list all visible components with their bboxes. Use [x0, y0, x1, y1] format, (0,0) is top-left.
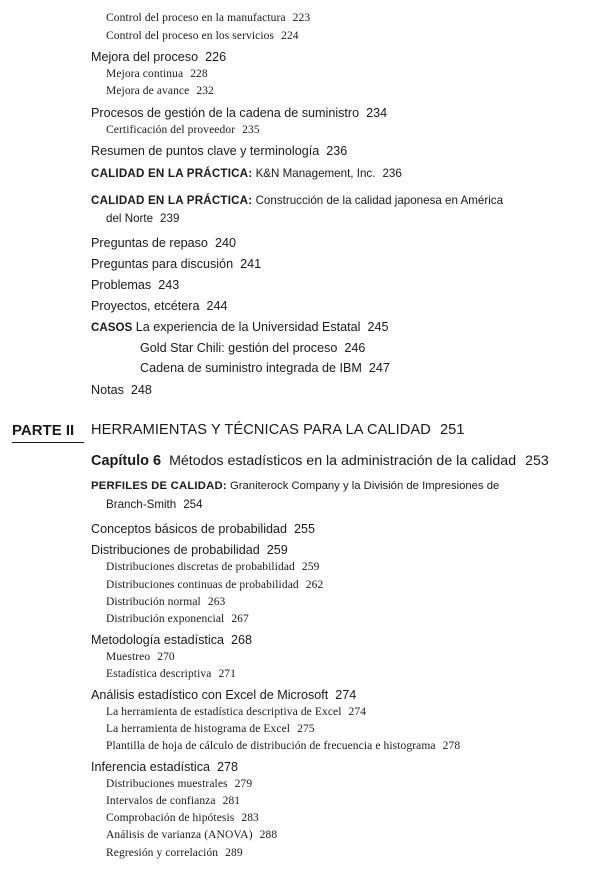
toc-feature-continued	[106, 499, 203, 511]
toc-entry-title: Plantilla de hoja de cálculo de distribución de frecuencia e histograma	[106, 740, 436, 752]
toc-section-page: 243	[158, 278, 180, 292]
toc-feature-title: Graniterock Company y la División de Impresiones de	[229, 480, 500, 492]
toc-feature-page: 236	[382, 167, 402, 180]
toc-case-title: Cadena de suministro integrada de IBM	[140, 361, 362, 375]
toc-entry	[106, 652, 175, 664]
toc-entry-page: 288	[259, 829, 278, 841]
toc-entry-title: Comprobación de hipótesis	[106, 812, 235, 824]
toc-section-title: Problemas	[91, 278, 152, 292]
toc-section	[91, 634, 252, 647]
toc-entry-page: 279	[234, 778, 253, 790]
toc-entry-title: Distribución normal	[106, 596, 201, 608]
toc-entry-title: Regresión y correlación	[106, 847, 219, 859]
toc-entry-page: 263	[207, 596, 226, 608]
toc-entry-page: 228	[190, 68, 208, 80]
toc-section-title: Mejora del proceso	[91, 50, 199, 64]
toc-case	[140, 362, 390, 375]
chapter-title: Métodos estadísticos en la administración de la calidad	[169, 453, 517, 469]
toc-section-page: 234	[366, 106, 388, 120]
toc-entry-page: 281	[222, 795, 241, 807]
toc-entry-title: Distribuciones continuas de probabilidad	[106, 579, 299, 591]
toc-entry-page: 232	[196, 85, 214, 97]
toc-section-page: 236	[326, 144, 348, 158]
toc-section	[91, 384, 152, 397]
toc-entry	[106, 31, 299, 43]
part-label: PARTE II	[12, 422, 75, 439]
toc-entry	[106, 779, 252, 791]
toc-entry	[106, 707, 366, 719]
toc-entry	[106, 125, 260, 137]
toc-entry-title: Intervalos de confianza	[106, 795, 216, 807]
toc-section	[91, 51, 226, 64]
toc-entry	[106, 796, 240, 808]
toc-case	[140, 342, 365, 355]
toc-entry-page: 275	[297, 723, 315, 735]
toc-entry-page: 262	[305, 579, 324, 591]
part-title: HERRAMIENTAS Y TÉCNICAS PARA LA CALIDAD	[91, 422, 431, 438]
toc-entry-page: 271	[218, 668, 237, 680]
toc-section-page: 274	[335, 688, 357, 702]
part-page: 251	[439, 422, 465, 438]
toc-section	[91, 258, 261, 271]
toc-section-page: 244	[206, 299, 228, 313]
toc-entry-page: 259	[301, 561, 320, 573]
toc-feature-page: 254	[183, 498, 203, 511]
chapter-number: Capítulo 6	[91, 453, 162, 469]
toc-feature-label: CALIDAD EN LA PRÁCTICA:	[91, 167, 253, 180]
toc-section-title: Resumen de puntos clave y terminología	[91, 144, 320, 158]
toc-entry-page: 267	[231, 613, 249, 625]
toc-section	[91, 145, 347, 158]
toc-entry-title: Control del proceso en la manufactura	[106, 12, 286, 24]
toc-section-title: Distribuciones de probabilidad	[91, 543, 260, 557]
toc-section-page: 259	[266, 543, 288, 557]
toc-feature	[91, 168, 402, 180]
toc-feature-label: PERFILES DE CALIDAD:	[91, 480, 227, 492]
toc-cases	[91, 321, 388, 334]
toc-entry-title: Distribución exponencial	[106, 613, 225, 625]
toc-entry-title: Control del proceso en los servicios	[106, 30, 275, 42]
toc-entry	[106, 614, 249, 626]
toc-section-page: 255	[294, 522, 316, 536]
toc-cases-page: 245	[367, 320, 389, 334]
toc-section	[91, 107, 387, 120]
toc-section-page: 268	[231, 633, 253, 647]
toc-entry-page: 235	[242, 124, 260, 136]
toc-case-title: Gold Star Chili: gestión del proceso	[140, 341, 338, 355]
toc-feature-page: 239	[160, 212, 180, 225]
toc-section	[91, 237, 236, 250]
toc-entry-title: Mejora continua	[106, 68, 184, 80]
toc-feature	[91, 195, 503, 207]
part-heading	[91, 423, 465, 438]
toc-entry	[106, 86, 214, 98]
toc-section-title: Metodología estadística	[91, 633, 225, 647]
toc-section-title: Conceptos básicos de probabilidad	[91, 522, 288, 536]
toc-entry	[106, 830, 277, 842]
toc-entry	[106, 597, 225, 609]
toc-section-title: Procesos de gestión de la cadena de suministro	[91, 106, 360, 120]
toc-cases-label: CASOS	[91, 321, 133, 334]
toc-entry	[106, 69, 208, 81]
toc-entry-title: Distribuciones muestrales	[106, 778, 228, 790]
toc-section-title: Notas	[91, 383, 124, 397]
toc-section	[91, 761, 238, 774]
toc-entry	[106, 741, 460, 753]
toc-entry-page: 223	[292, 12, 311, 24]
part-underline	[12, 442, 84, 443]
toc-section-title: Preguntas para discusión	[91, 257, 234, 271]
toc-entry	[106, 13, 310, 25]
toc-section-title: Preguntas de repaso	[91, 236, 208, 250]
toc-entry-title: Estadística descriptiva	[106, 668, 212, 680]
toc-feature-continued	[106, 213, 179, 225]
toc-feature-title: del Norte	[106, 212, 154, 225]
toc-entry	[106, 724, 315, 736]
toc-case-page: 246	[344, 341, 366, 355]
toc-feature	[91, 481, 499, 492]
toc-cases-title: La experiencia de la Universidad Estatal	[135, 320, 361, 334]
toc-entry-title: Análisis de varianza (ANOVA)	[106, 829, 253, 841]
toc-section-page: 241	[240, 257, 262, 271]
toc-feature-title: K&N Management, Inc.	[255, 167, 376, 180]
toc-section-title: Proyectos, etcétera	[91, 299, 200, 313]
chapter-heading	[91, 453, 549, 469]
toc-section-page: 240	[214, 236, 236, 250]
toc-entry-title: La herramienta de histograma de Excel	[106, 723, 291, 735]
toc-feature-title: Branch-Smith	[106, 498, 177, 511]
toc-entry	[106, 848, 243, 860]
toc-section-page: 278	[217, 760, 239, 774]
toc-entry-page: 289	[225, 847, 243, 859]
toc-entry-title: Distribuciones discretas de probabilidad	[106, 561, 295, 573]
toc-section	[91, 689, 356, 702]
toc-section-page: 248	[130, 383, 152, 397]
toc-entry	[106, 669, 236, 681]
toc-case-page: 247	[368, 361, 390, 375]
toc-section	[91, 523, 315, 536]
toc-entry	[106, 813, 259, 825]
toc-feature-title: Construcción de la calidad japonesa en América	[255, 194, 504, 207]
chapter-page: 253	[525, 453, 549, 469]
toc-entry	[106, 562, 319, 574]
toc-entry-page: 278	[442, 740, 461, 752]
toc-section	[91, 279, 179, 292]
toc-entry-title: Certificación del proveedor	[106, 124, 236, 136]
toc-entry-title: La herramienta de estadística descriptiva de Excel	[106, 706, 342, 718]
toc-section	[91, 544, 288, 557]
toc-entry-page: 274	[348, 706, 367, 718]
toc-entry-page: 224	[281, 30, 299, 42]
toc-section-title: Inferencia estadística	[91, 760, 211, 774]
toc-entry-page: 283	[241, 812, 259, 824]
toc-section-page: 226	[205, 50, 227, 64]
toc-entry-title: Mejora de avance	[106, 85, 190, 97]
toc-entry	[106, 580, 323, 592]
toc-entry-title: Muestreo	[106, 651, 151, 663]
toc-section	[91, 300, 228, 313]
toc-feature-label: CALIDAD EN LA PRÁCTICA:	[91, 194, 253, 207]
toc-entry-page: 270	[157, 651, 175, 663]
toc-section-title: Análisis estadístico con Excel de Microsoft	[91, 688, 329, 702]
